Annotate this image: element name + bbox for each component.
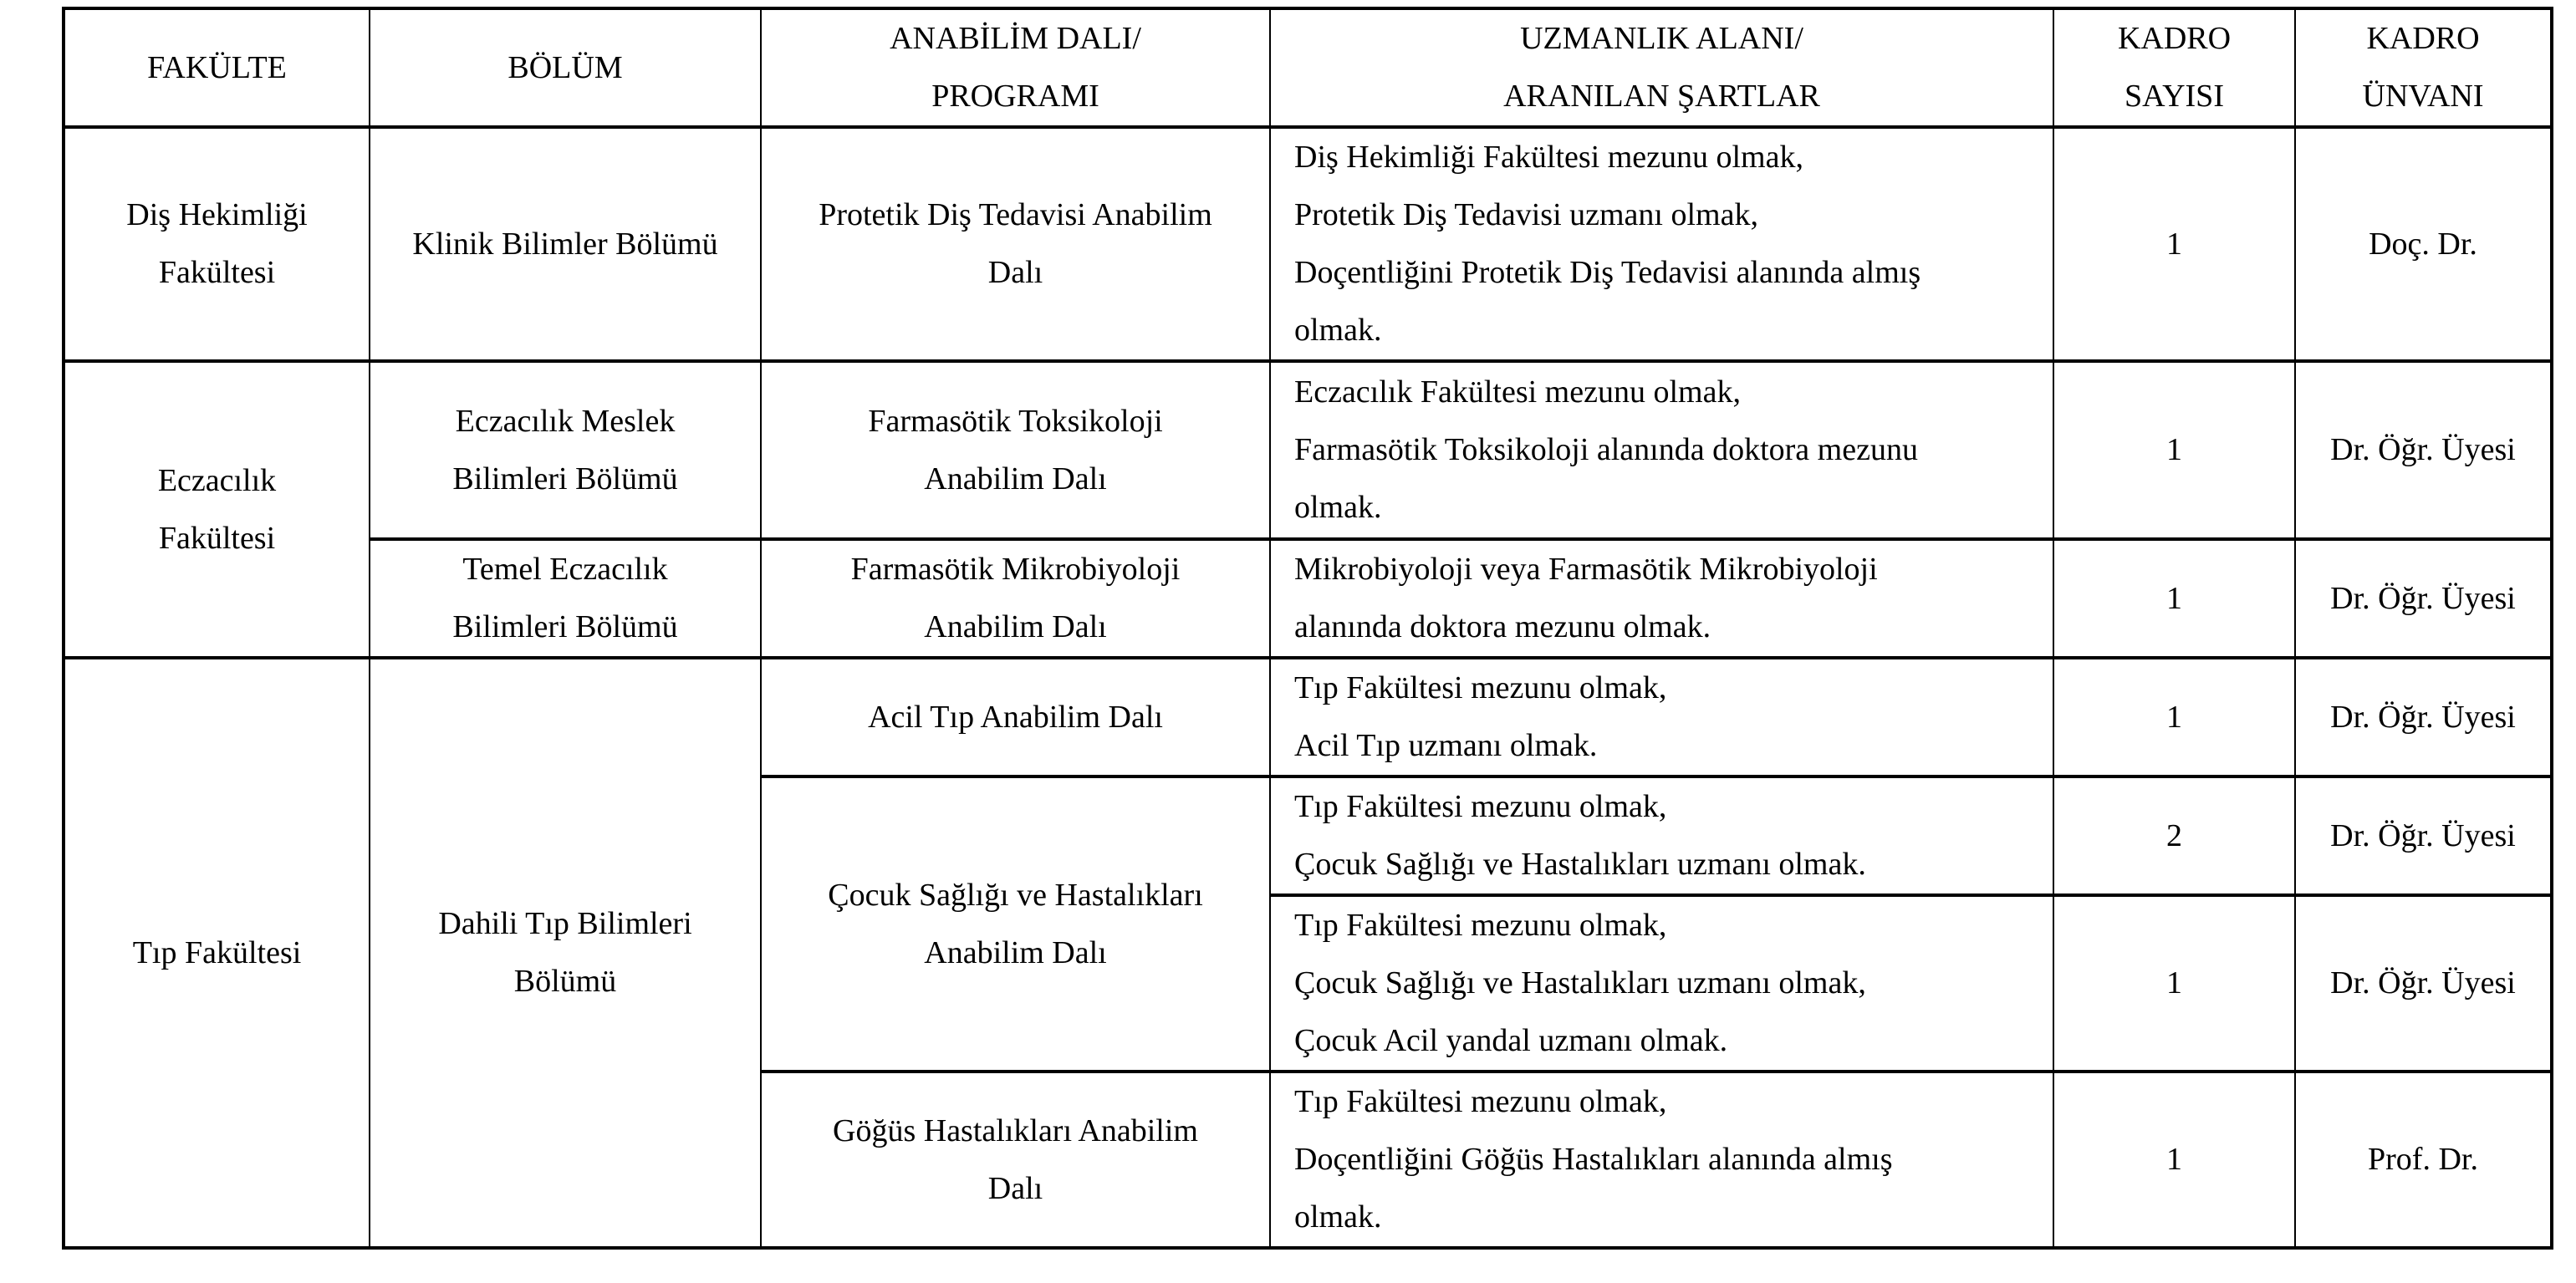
sartlar-cell	[1270, 776, 2053, 895]
bolum-cell: Eczacılık Meslek Bilimleri Bölümü	[370, 361, 761, 539]
table-row	[64, 127, 2552, 361]
kadro-unvani-cell: Dr. Öğr. Üyesi	[2295, 539, 2552, 658]
anabilim-dali-cell: Göğüs Hastalıkları Anabilim Dalı	[761, 1072, 1270, 1248]
sart-line: Acil Tıp uzmanı olmak.	[1294, 728, 1598, 763]
bolum-cell: Temel Eczacılık Bilimleri Bölümü	[370, 539, 761, 658]
anabilim-dali-cell: Çocuk Sağlığı ve Hastalıkları Anabilim Dalı	[761, 776, 1270, 1072]
kadro-unvani-cell: Dr. Öğr. Üyesi	[2295, 895, 2552, 1072]
table-body	[64, 127, 2552, 1248]
kadro-unvani-cell: Dr. Öğr. Üyesi	[2295, 776, 2552, 895]
sart-line: alanında doktora mezunu olmak.	[1294, 609, 1711, 644]
sart-line: Tıp Fakültesi mezunu olmak,	[1294, 908, 1667, 943]
header-kadro-unvani: KADRO ÜNVANI	[2295, 8, 2552, 127]
sart-line: Farmasötik Toksikoloji alanında doktora mezunu	[1294, 432, 1918, 467]
sart-line: Doçentliğini Protetik Diş Tedavisi alanında almış	[1294, 255, 1921, 290]
kadro-table	[62, 7, 2553, 1250]
kadro-sayisi-cell: 1	[2053, 895, 2295, 1072]
kadro-unvani-cell: Dr. Öğr. Üyesi	[2295, 361, 2552, 539]
sart-line: Çocuk Acil yandal uzmanı olmak.	[1294, 1023, 1728, 1058]
kadro-unvani-cell: Dr. Öğr. Üyesi	[2295, 658, 2552, 776]
kadro-unvani-cell: Doç. Dr.	[2295, 127, 2552, 361]
bolum-cell: Dahili Tıp Bilimleri Bölümü	[370, 658, 761, 1248]
anabilim-dali-cell: Farmasötik Toksikoloji Anabilim Dalı	[761, 361, 1270, 539]
kadro-sayisi-cell: 1	[2053, 361, 2295, 539]
header-kadro-sayisi: KADRO SAYISI	[2053, 8, 2295, 127]
fakulte-cell: Tıp Fakültesi	[64, 658, 370, 1248]
sartlar-cell	[1270, 1072, 2053, 1248]
fakulte-cell: Eczacılık Fakültesi	[64, 361, 370, 658]
kadro-sayisi-cell: 1	[2053, 539, 2295, 658]
anabilim-dali-cell: Acil Tıp Anabilim Dalı	[761, 658, 1270, 776]
table-row	[64, 658, 2552, 776]
anabilim-dali-cell: Farmasötik Mikrobiyoloji Anabilim Dalı	[761, 539, 1270, 658]
header-anabilim-dali: ANABİLİM DALI/ PROGRAMI	[761, 8, 1270, 127]
header-bolum: BÖLÜM	[370, 8, 761, 127]
sart-line: Tıp Fakültesi mezunu olmak,	[1294, 789, 1667, 824]
kadro-sayisi-cell: 1	[2053, 1072, 2295, 1248]
sartlar-cell	[1270, 361, 2053, 539]
sart-line: Çocuk Sağlığı ve Hastalıkları uzmanı olmak.	[1294, 847, 1866, 882]
sart-line: Tıp Fakültesi mezunu olmak,	[1294, 1084, 1667, 1119]
sart-line: olmak.	[1294, 490, 1382, 525]
header-row	[64, 8, 2552, 127]
sartlar-cell	[1270, 539, 2053, 658]
sartlar-cell	[1270, 895, 2053, 1072]
table-row	[64, 539, 2552, 658]
sart-line: Eczacılık Fakültesi mezunu olmak,	[1294, 374, 1741, 410]
kadro-sayisi-cell: 1	[2053, 658, 2295, 776]
sartlar-cell	[1270, 127, 2053, 361]
sart-line: Doçentliğini Göğüs Hastalıkları alanında almış	[1294, 1142, 1893, 1177]
kadro-unvani-cell: Prof. Dr.	[2295, 1072, 2552, 1248]
sartlar-cell	[1270, 658, 2053, 776]
header-fakulte: FAKÜLTE	[64, 8, 370, 127]
header-uzmanlik-alani: UZMANLIK ALANI/ ARANILAN ŞARTLAR	[1270, 8, 2053, 127]
sart-line: Çocuk Sağlığı ve Hastalıkları uzmanı olmak,	[1294, 965, 1866, 1000]
sart-line: Tıp Fakültesi mezunu olmak,	[1294, 670, 1667, 705]
sart-line: Protetik Diş Tedavisi uzmanı olmak,	[1294, 197, 1758, 232]
sart-line: olmak.	[1294, 313, 1382, 348]
bolum-cell: Klinik Bilimler Bölümü	[370, 127, 761, 361]
sart-line: olmak.	[1294, 1199, 1382, 1235]
sart-line: Diş Hekimliği Fakültesi mezunu olmak,	[1294, 140, 1803, 175]
kadro-sayisi-cell: 1	[2053, 127, 2295, 361]
sart-line: Mikrobiyoloji veya Farmasötik Mikrobiyoloji	[1294, 552, 1878, 587]
fakulte-cell: Diş Hekimliği Fakültesi	[64, 127, 370, 361]
anabilim-dali-cell: Protetik Diş Tedavisi Anabilim Dalı	[761, 127, 1270, 361]
kadro-sayisi-cell: 2	[2053, 776, 2295, 895]
table-row	[64, 361, 2552, 539]
